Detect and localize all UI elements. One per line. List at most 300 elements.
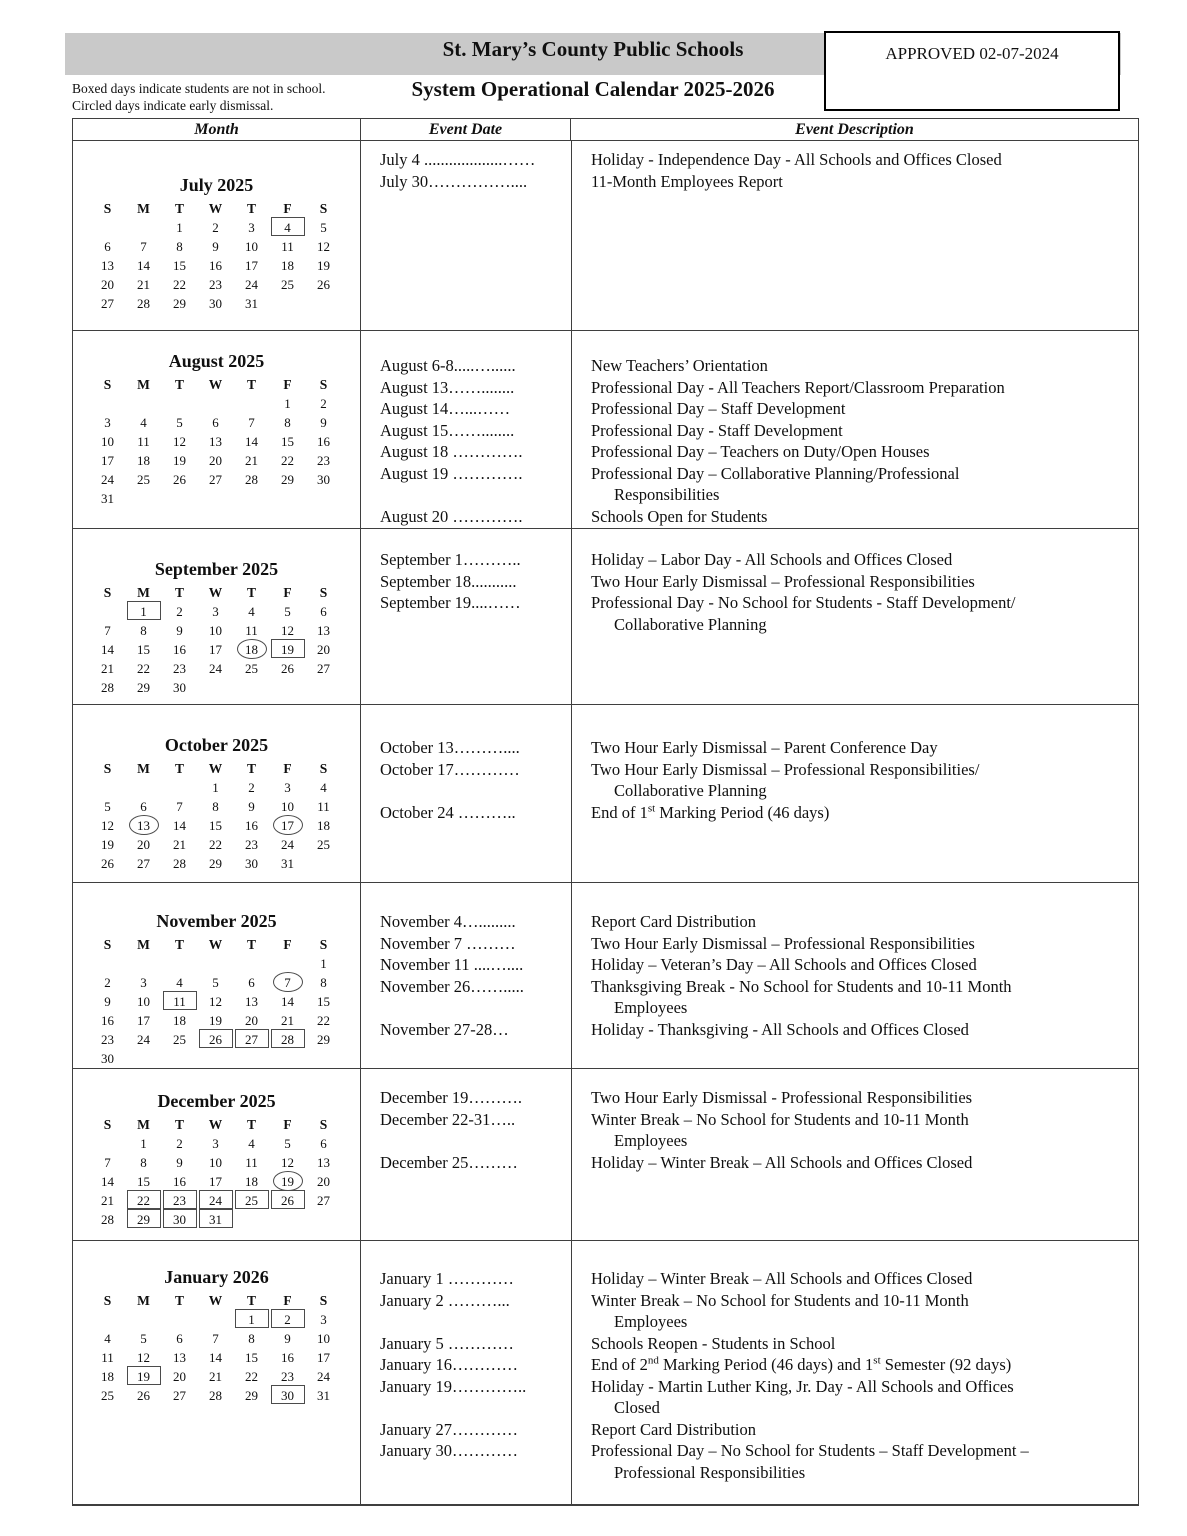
calendar-day: 14 xyxy=(137,258,150,273)
calendar-day: 15 xyxy=(281,434,294,449)
month-cell xyxy=(73,883,361,1068)
calendar-day: 29 xyxy=(209,856,222,871)
calendar-day-circled: 19 xyxy=(270,1172,306,1191)
calendar-day xyxy=(126,218,162,237)
calendar-day: 12 xyxy=(173,434,186,449)
calendar-day: 31 xyxy=(245,296,258,311)
calendar-day: 5 xyxy=(320,220,327,235)
event-row xyxy=(361,1419,1138,1441)
events-cell xyxy=(361,883,1138,1068)
day-of-week-header: W xyxy=(208,937,223,952)
event-description: End of 2nd Marking Period (46 days) and 1st Semester (92 days) xyxy=(591,1354,1012,1374)
event-row xyxy=(361,149,1138,171)
column-divider xyxy=(571,1241,572,1504)
month-title: December 2025 xyxy=(157,1091,276,1111)
event-description-block xyxy=(571,441,1138,463)
calendar-day: 4 xyxy=(104,1331,111,1346)
calendar-day: 6 xyxy=(104,239,111,254)
calendar-day: 1 xyxy=(212,780,219,795)
calendar-day xyxy=(270,1210,306,1229)
day-of-week-header: S xyxy=(319,937,328,952)
event-description: Winter Break – No School for Students and 10-11 Month xyxy=(591,1109,969,1129)
calendar-day xyxy=(306,678,342,697)
calendar-day: 10 xyxy=(245,239,258,254)
month-cell xyxy=(73,1241,361,1504)
calendar-day: 28 xyxy=(137,296,150,311)
calendar-day: 20 xyxy=(317,642,330,657)
event-description-block xyxy=(571,802,1138,824)
event-date: November 26……..... xyxy=(380,976,524,996)
calendar-day-boxed: 24 xyxy=(198,1191,234,1210)
calendar-day xyxy=(198,1310,234,1329)
day-of-week-header: F xyxy=(283,937,292,952)
event-date: October 13……….... xyxy=(380,738,520,757)
calendar-day: 24 xyxy=(317,1369,330,1384)
day-of-week-header: F xyxy=(283,1117,292,1132)
calendar-day: 14 xyxy=(173,818,186,833)
event-description: End of 1st Marking Period (46 days) xyxy=(591,802,830,822)
calendar-day: 9 xyxy=(248,799,255,814)
calendar-day: 1 xyxy=(320,956,327,971)
calendar-day: 19 xyxy=(317,258,330,273)
calendar-day: 21 xyxy=(101,1193,114,1208)
calendar-day: 26 xyxy=(281,661,294,676)
event-date: August 6-8.....…...... xyxy=(380,356,516,375)
calendar-day: 21 xyxy=(101,661,114,676)
month-title: September 2025 xyxy=(154,559,279,579)
calendar-day: 13 xyxy=(209,434,222,449)
calendar-day: 28 xyxy=(209,1388,222,1403)
calendar-day: 10 xyxy=(101,434,114,449)
calendar-day: 24 xyxy=(137,1032,150,1047)
calendar-day: 14 xyxy=(281,994,294,1009)
calendar-month-row xyxy=(73,1069,1138,1241)
event-description-block xyxy=(571,1419,1138,1441)
event-row xyxy=(361,1333,1138,1355)
calendar-day: 14 xyxy=(209,1350,222,1365)
calendar-month-row xyxy=(73,331,1138,529)
calendar-day: 15 xyxy=(317,994,330,1009)
calendar-day xyxy=(162,1310,198,1329)
event-date: August 20 …………. xyxy=(380,506,523,526)
calendar-day: 18 xyxy=(173,1013,186,1028)
event-description-block xyxy=(571,1354,1138,1376)
table-body xyxy=(73,141,1138,1504)
calendar-grid xyxy=(90,583,344,697)
calendar-grid xyxy=(90,199,344,313)
event-description: Report Card Distribution xyxy=(591,1419,756,1439)
calendar-day: 29 xyxy=(317,1032,330,1047)
calendar-day: 9 xyxy=(176,623,183,638)
calendar-day: 16 xyxy=(173,642,186,657)
calendar-day: 24 xyxy=(245,277,258,292)
calendar-day: 29 xyxy=(137,680,150,695)
event-description-block xyxy=(571,976,1138,1019)
day-of-week-header: F xyxy=(283,377,292,392)
event-description: Winter Break – No School for Students and 10-11 Month xyxy=(591,1290,969,1310)
event-date: August 18 …………. xyxy=(380,442,523,461)
calendar-day xyxy=(90,1310,126,1329)
column-divider xyxy=(571,331,572,528)
calendar-day-circled: 18 xyxy=(234,640,270,659)
event-description-block xyxy=(571,463,1138,506)
month-title: July 2025 xyxy=(179,175,254,195)
event-description: Holiday – Labor Day - All Schools and Offices Closed xyxy=(591,550,953,569)
event-description: Schools Reopen - Students in School xyxy=(591,1333,836,1353)
calendar-day: 16 xyxy=(245,818,258,833)
calendar-day xyxy=(306,854,342,873)
calendar-day: 7 xyxy=(140,239,147,254)
mini-month-calendar xyxy=(90,1267,344,1405)
calendar-day: 3 xyxy=(212,1136,219,1151)
event-date: November 11 ....….... xyxy=(380,955,524,974)
calendar-day: 25 xyxy=(101,1388,114,1403)
events-cell xyxy=(361,1069,1138,1240)
calendar-day: 15 xyxy=(209,818,222,833)
calendar-day: 27 xyxy=(101,296,114,311)
calendar-day xyxy=(126,489,162,508)
calendar-day: 26 xyxy=(137,1388,150,1403)
calendar-day: 3 xyxy=(104,415,111,430)
calendar-day: 12 xyxy=(317,239,330,254)
calendar-day: 5 xyxy=(212,975,219,990)
calendar-grid xyxy=(90,1115,344,1229)
event-date: January 2 ………... xyxy=(380,1290,510,1310)
calendar-day-boxed: 22 xyxy=(126,1191,162,1210)
legend-boxed-days: Boxed days indicate students are not in school. xyxy=(72,81,326,96)
calendar-day xyxy=(270,1049,306,1068)
calendar-month-row xyxy=(73,705,1138,883)
event-date: August 15……........ xyxy=(380,420,515,440)
event-description: Professional Day – Collaborative Planning/Professional xyxy=(591,463,960,483)
event-description-block xyxy=(571,571,1138,593)
event-row xyxy=(361,976,1138,1019)
calendar-day: 1 xyxy=(140,1136,147,1151)
day-of-week-header: T xyxy=(174,1293,184,1308)
calendar-month-row xyxy=(73,529,1138,705)
event-row xyxy=(361,171,1138,193)
calendar-day: 22 xyxy=(173,277,186,292)
day-of-week-header: T xyxy=(246,761,256,776)
day-of-week-header: S xyxy=(103,1293,112,1308)
column-divider xyxy=(571,141,572,330)
calendar-day: 7 xyxy=(104,1155,111,1170)
events-list xyxy=(361,705,1138,823)
calendar-day: 27 xyxy=(137,856,150,871)
day-of-week-header: W xyxy=(208,377,223,392)
calendar-day: 25 xyxy=(281,277,294,292)
calendar-day: 13 xyxy=(245,994,258,1009)
mini-month-calendar xyxy=(90,175,344,313)
event-description-block xyxy=(571,171,1138,193)
calendar-day: 17 xyxy=(245,258,258,273)
calendar-day: 6 xyxy=(320,1136,327,1151)
calendar-day: 3 xyxy=(284,780,291,795)
calendar-day: 20 xyxy=(137,837,150,852)
event-row xyxy=(361,1019,1138,1041)
event-description: 11-Month Employees Report xyxy=(591,171,783,191)
calendar-day xyxy=(234,678,270,697)
calendar-day-boxed: 19 xyxy=(270,640,306,659)
event-description: Professional Day – No School for Students – Staff Development – xyxy=(591,1441,1029,1460)
event-description-continued: Employees xyxy=(614,998,688,1017)
event-row xyxy=(361,1109,1138,1152)
calendar-day xyxy=(270,678,306,697)
calendar-day xyxy=(270,489,306,508)
calendar-day: 10 xyxy=(281,799,294,814)
calendar-day: 8 xyxy=(212,799,219,814)
event-row xyxy=(361,1152,1138,1174)
events-list xyxy=(361,141,1138,192)
event-description: Holiday - Martin Luther King, Jr. Day - All Schools and Offices xyxy=(591,1376,1014,1396)
event-description: Two Hour Early Dismissal - Professional Responsibilities xyxy=(591,1088,973,1107)
calendar-day xyxy=(270,954,306,973)
calendar-day xyxy=(306,294,342,313)
event-date: November 7 ……… xyxy=(380,933,516,953)
event-date: July 4 ...................…… xyxy=(380,150,536,169)
calendar-day: 14 xyxy=(101,1174,114,1189)
day-of-week-header: T xyxy=(174,585,184,600)
event-description: Two Hour Early Dismissal – Professional Responsibilities xyxy=(591,571,975,591)
calendar-day: 30 xyxy=(245,856,258,871)
calendar-day xyxy=(126,954,162,973)
event-row xyxy=(361,441,1138,463)
calendar-day: 26 xyxy=(317,277,330,292)
event-row xyxy=(361,802,1138,824)
calendar-day: 8 xyxy=(140,1155,147,1170)
calendar-day: 29 xyxy=(281,472,294,487)
calendar-day: 22 xyxy=(209,837,222,852)
calendar-day: 23 xyxy=(209,277,222,292)
day-of-week-header: M xyxy=(137,761,150,776)
calendar-grid xyxy=(90,375,344,508)
calendar-day xyxy=(306,1210,342,1229)
day-of-week-header: T xyxy=(246,201,256,216)
calendar-day: 10 xyxy=(317,1331,330,1346)
event-description-block xyxy=(571,377,1138,399)
event-row xyxy=(361,355,1138,377)
calendar-day xyxy=(90,394,126,413)
column-header-event-date: Event Date xyxy=(361,119,571,140)
calendar-day: 13 xyxy=(173,1350,186,1365)
calendar-day-circled: 13 xyxy=(126,816,162,835)
calendar-day: 12 xyxy=(281,1155,294,1170)
event-description-continued: Employees xyxy=(614,1131,688,1150)
calendar-day: 30 xyxy=(317,472,330,487)
calendar-day: 2 xyxy=(176,604,183,619)
event-date: January 16………… xyxy=(380,1355,518,1374)
day-of-week-header: S xyxy=(319,1117,328,1132)
calendar-day: 26 xyxy=(101,856,114,871)
calendar-month-row xyxy=(73,883,1138,1069)
day-of-week-header: M xyxy=(137,937,150,952)
approved-stamp-box xyxy=(824,31,1120,111)
event-description-block xyxy=(571,506,1138,528)
day-of-week-header: W xyxy=(208,585,223,600)
calendar-month-row xyxy=(73,141,1138,331)
day-of-week-header: T xyxy=(246,377,256,392)
month-title: January 2026 xyxy=(164,1267,269,1287)
calendar-day: 18 xyxy=(317,818,330,833)
calendar-day: 17 xyxy=(317,1350,330,1365)
calendar-day: 14 xyxy=(245,434,258,449)
event-date: September 18........... xyxy=(380,571,517,591)
calendar-day: 20 xyxy=(209,453,222,468)
calendar-day: 19 xyxy=(209,1013,222,1028)
day-of-week-header: T xyxy=(246,937,256,952)
event-row xyxy=(361,571,1138,593)
event-date: January 5 ………… xyxy=(380,1333,514,1353)
event-date: December 19………. xyxy=(380,1088,523,1107)
event-date: January 27………… xyxy=(380,1419,518,1439)
event-row xyxy=(361,420,1138,442)
calendar-day-boxed: 25 xyxy=(234,1191,270,1210)
event-date: August 19 …………. xyxy=(380,463,523,483)
event-description-block xyxy=(571,737,1138,759)
calendar-day: 21 xyxy=(281,1013,294,1028)
calendar-day: 22 xyxy=(317,1013,330,1028)
calendar-day xyxy=(306,489,342,508)
day-of-week-header: F xyxy=(283,585,292,600)
mini-month-calendar xyxy=(90,735,344,873)
calendar-day-boxed: 4 xyxy=(270,218,306,237)
event-date: January 1 ………… xyxy=(380,1269,514,1288)
calendar-day xyxy=(198,678,234,697)
calendar-grid xyxy=(90,759,344,873)
calendar-day xyxy=(270,294,306,313)
calendar-day xyxy=(306,1049,342,1068)
calendar-day xyxy=(162,489,198,508)
event-description-block xyxy=(571,1019,1138,1041)
calendar-day-boxed: 27 xyxy=(234,1030,270,1049)
day-of-week-header: T xyxy=(174,1117,184,1132)
event-description-block xyxy=(571,911,1138,933)
event-description-continued: Closed xyxy=(614,1398,660,1417)
day-of-week-header: S xyxy=(103,937,112,952)
calendar-day-boxed: 2 xyxy=(270,1310,306,1329)
calendar-day: 2 xyxy=(320,396,327,411)
calendar-day xyxy=(198,394,234,413)
calendar-day: 19 xyxy=(101,837,114,852)
month-cell xyxy=(73,529,361,704)
calendar-day: 5 xyxy=(176,415,183,430)
day-of-week-header: T xyxy=(174,377,184,392)
events-cell xyxy=(361,529,1138,704)
day-of-week-header: T xyxy=(246,585,256,600)
event-description-block xyxy=(571,954,1138,976)
calendar-day: 12 xyxy=(137,1350,150,1365)
calendar-day: 29 xyxy=(173,296,186,311)
event-description-block xyxy=(571,355,1138,377)
calendar-day: 4 xyxy=(320,780,327,795)
calendar-day xyxy=(90,778,126,797)
day-of-week-header: S xyxy=(103,377,112,392)
calendar-day xyxy=(198,1049,234,1068)
calendar-day: 25 xyxy=(317,837,330,852)
column-divider xyxy=(571,1069,572,1240)
day-of-week-header: F xyxy=(283,1293,292,1308)
calendar-day: 16 xyxy=(101,1013,114,1028)
calendar-day: 15 xyxy=(245,1350,258,1365)
event-description: Two Hour Early Dismissal – Parent Conference Day xyxy=(591,738,938,757)
event-row xyxy=(361,463,1138,506)
event-description: Thanksgiving Break - No School for Students and 10-11 Month xyxy=(591,976,1012,996)
calendar-day-boxed: 26 xyxy=(198,1030,234,1049)
event-description: New Teachers’ Orientation xyxy=(591,356,768,375)
calendar-day: 21 xyxy=(173,837,186,852)
event-description-continued: Collaborative Planning xyxy=(614,781,767,800)
calendar-day: 4 xyxy=(248,1136,255,1151)
calendar-day: 12 xyxy=(209,994,222,1009)
month-cell xyxy=(73,331,361,528)
calendar-day: 16 xyxy=(209,258,222,273)
event-date: August 13……........ xyxy=(380,377,515,397)
calendar-day: 8 xyxy=(320,975,327,990)
calendar-day: 9 xyxy=(320,415,327,430)
events-cell xyxy=(361,331,1138,528)
calendar-day: 1 xyxy=(176,220,183,235)
calendar-day: 7 xyxy=(176,799,183,814)
calendar-day-circled: 17 xyxy=(270,816,306,835)
day-of-week-header: W xyxy=(208,1293,223,1308)
event-row xyxy=(361,398,1138,420)
events-list xyxy=(361,1241,1138,1483)
calendar-day: 25 xyxy=(137,472,150,487)
event-description-block xyxy=(571,1087,1138,1109)
calendar-day-boxed: 1 xyxy=(126,602,162,621)
calendar-day: 12 xyxy=(101,818,114,833)
calendar-day: 18 xyxy=(101,1369,114,1384)
event-description: Professional Day - All Teachers Report/Classroom Preparation xyxy=(591,377,1005,397)
day-of-week-header: S xyxy=(319,761,328,776)
calendar-day xyxy=(126,778,162,797)
day-of-week-header: S xyxy=(319,585,328,600)
event-row xyxy=(361,1087,1138,1109)
calendar-day-boxed: 19 xyxy=(126,1367,162,1386)
calendar-day: 23 xyxy=(317,453,330,468)
calendar-day-boxed: 30 xyxy=(162,1210,198,1229)
calendar-grid xyxy=(90,935,344,1068)
calendar-day-boxed: 26 xyxy=(270,1191,306,1210)
day-of-week-header: S xyxy=(103,1117,112,1132)
calendar-day: 5 xyxy=(284,604,291,619)
calendar-day: 31 xyxy=(317,1388,330,1403)
calendar-day: 16 xyxy=(317,434,330,449)
calendar-day: 21 xyxy=(137,277,150,292)
calendar-month-row xyxy=(73,1241,1138,1504)
calendar-day: 18 xyxy=(281,258,294,273)
calendar-day: 23 xyxy=(281,1369,294,1384)
event-date: December 25……… xyxy=(380,1152,518,1172)
mini-month-calendar xyxy=(90,351,344,508)
day-of-week-header: M xyxy=(137,585,150,600)
event-description: Professional Day – Teachers on Duty/Open Houses xyxy=(591,442,930,461)
mini-month-calendar xyxy=(90,1091,344,1229)
events-list xyxy=(361,1069,1138,1173)
event-row xyxy=(361,759,1138,802)
calendar-day: 11 xyxy=(137,434,150,449)
event-row xyxy=(361,1376,1138,1419)
event-description: Holiday - Thanksgiving - All Schools and Offices Closed xyxy=(591,1019,969,1039)
calendar-day: 6 xyxy=(212,415,219,430)
calendar-day: 8 xyxy=(140,623,147,638)
calendar-day: 20 xyxy=(173,1369,186,1384)
event-description-block xyxy=(571,933,1138,955)
events-cell xyxy=(361,1241,1138,1504)
document-title: St. Mary’s County Public Schools xyxy=(442,37,744,61)
event-description-block xyxy=(571,1333,1138,1355)
calendar-grid xyxy=(90,1291,344,1405)
